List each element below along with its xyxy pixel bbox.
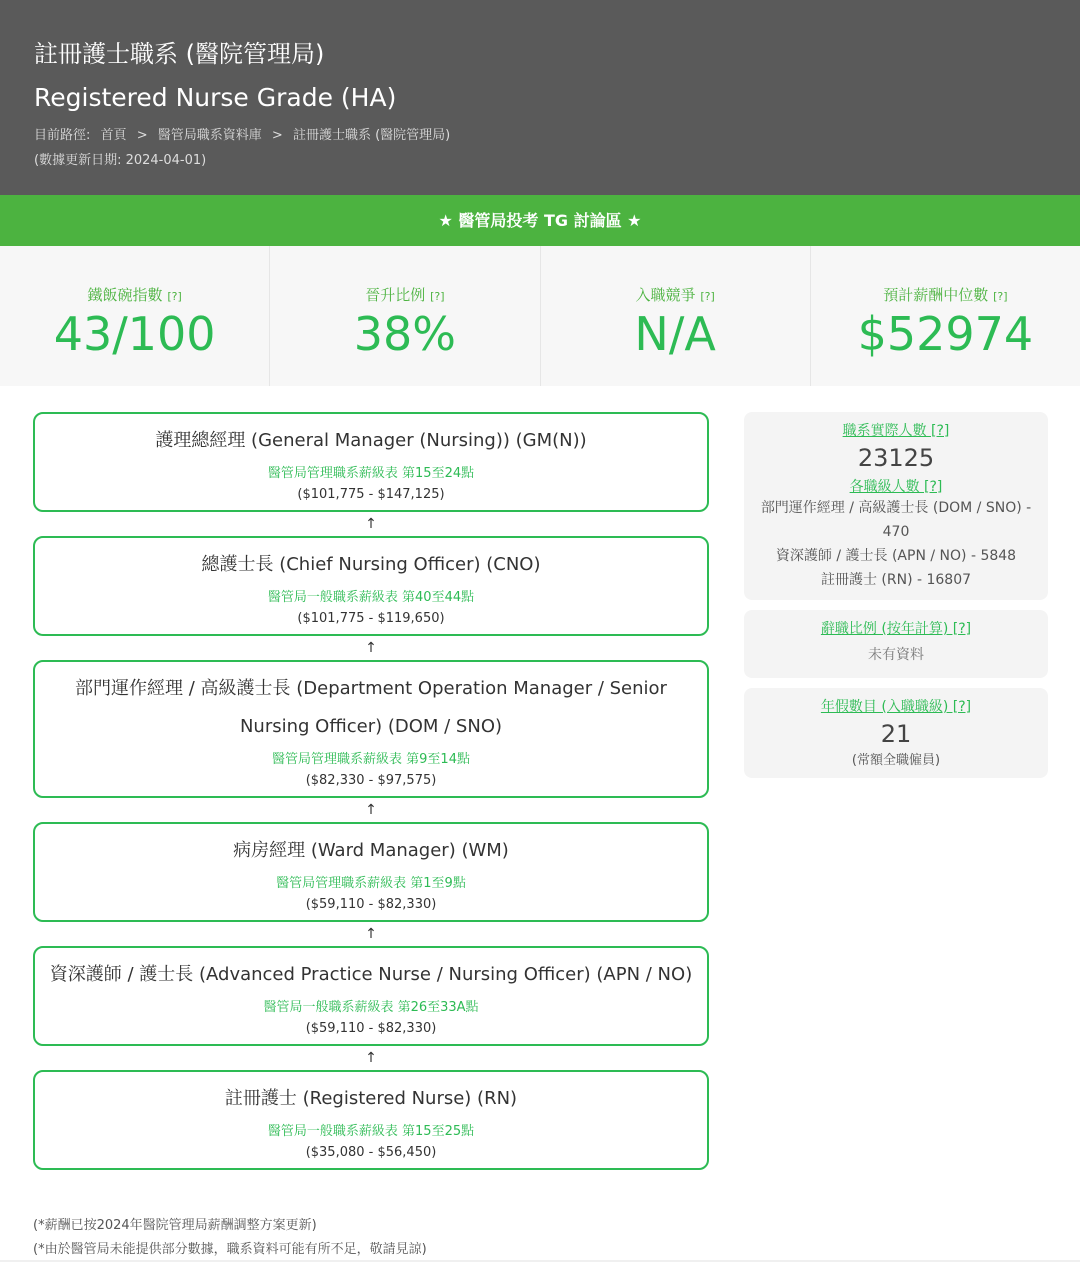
breadcrumb-prefix: 目前路徑: [34,128,91,143]
stat-label [811,284,1080,305]
grade-pay-scale: 醫管局管理職系薪級表 第9至14點 [272,752,470,767]
grade-pay-scale: 醫管局管理職系薪級表 第15至24點 [267,466,475,481]
stat-value: 43/100 [53,307,216,361]
grade-title: 部門運作經理 / 高級護士長 (Department Operation Manager / Senior Nursing Officer) (DOM / SNO) [75,678,667,737]
main-content [0,386,1080,1260]
stat-label [0,284,269,305]
help-icon[interactable]: [?] [993,290,1008,303]
stat-value: N/A [634,307,716,361]
breadcrumb-current: 註冊護士職系 (醫院管理局) [292,128,451,143]
stat-value: $52974 [857,307,1034,361]
breadcrumb-separator: > [271,128,283,143]
grade-title: 病房經理 (Ward Manager) (WM) [233,840,509,861]
stat-label-text: 鐵飯碗指數 [87,286,163,304]
help-icon[interactable]: [?] [167,290,182,303]
page-title-en: Registered Nurse Grade (HA) [34,83,397,112]
up-arrow-icon: ↑ [365,926,377,942]
up-arrow-icon: ↑ [365,802,377,818]
footnote: (*由於醫管局未能提供部分數據，職系資料可能有所不足，敬請見諒) [33,1242,427,1257]
stat-label-text: 預計薪酬中位數 [883,286,989,304]
breadcrumb [34,124,1046,143]
breadcrumb-separator: > [136,128,148,143]
turnover-link[interactable]: 辭職比例 (按年計算) [?] [820,621,972,637]
stat-label [270,284,539,305]
grade-pay-scale: 醫管局一般職系薪級表 第15至25點 [267,1124,475,1139]
rank-count-line: 部門運作經理 / 高級護士長 (DOM / SNO) - 470 [760,500,1032,540]
leave-note: (常額全職僱員) [851,753,941,768]
grade-salary-range: ($35,080 - $56,450) [305,1145,437,1160]
up-arrow-icon: ↑ [365,1050,377,1066]
stat-label [541,284,810,305]
up-arrow-icon: ↑ [365,640,377,656]
grade-card-cno[interactable] [33,536,709,636]
footnote: (*薪酬已按2024年醫院管理局薪酬調整方案更新) [33,1218,317,1233]
update-date: (數據更新日期: 2024-04-01) [34,153,207,168]
grade-pay-scale: 醫管局一般職系薪級表 第40至44點 [267,590,475,605]
up-arrow-icon: ↑ [365,516,377,532]
grade-title: 資深護師 / 護士長 (Advanced Practice Nurse / Nursing Officer) (APN / NO) [49,964,693,985]
rank-headcount-link[interactable]: 各職級人數 [?] [849,479,943,495]
headcount-card [744,412,1048,600]
rank-count-line: 註冊護士 (RN) - 16807 [820,572,972,588]
grade-title: 註冊護士 (Registered Nurse) (RN) [224,1088,518,1109]
footnotes [33,1214,427,1262]
page-title-zh: 註冊護士職系 (醫院管理局) [34,40,325,68]
side-panel [744,412,1048,788]
grade-salary-range: ($59,110 - $82,330) [305,1021,437,1036]
breadcrumb-database[interactable]: 醫管局職系資料庫 [157,128,262,143]
turnover-card [744,610,1048,678]
grade-salary-range: ($59,110 - $82,330) [305,897,437,912]
stat-promotion [270,246,540,386]
turnover-value: 未有資料 [868,647,924,663]
help-icon[interactable]: [?] [430,290,445,303]
breadcrumb-home[interactable]: 首頁 [100,128,127,143]
grade-card-wm[interactable] [33,822,709,922]
stat-stability [0,246,270,386]
grade-pay-scale: 醫管局管理職系薪級表 第1至9點 [276,876,466,891]
headcount-link[interactable]: 職系實際人數 [?] [842,423,950,439]
stat-value: 38% [353,307,456,361]
grade-salary-range: ($101,775 - $147,125) [297,487,445,502]
grade-pay-scale: 醫管局一般職系薪級表 第26至33A點 [263,1000,479,1015]
headcount-value: 23125 [857,444,935,472]
grade-salary-range: ($101,775 - $119,650) [297,611,445,626]
stat-competition [541,246,811,386]
stat-label-text: 入職競爭 [635,286,696,304]
grade-ladder [33,412,709,1170]
grade-card-gmn[interactable] [33,412,709,512]
grade-title: 總護士長 (Chief Nursing Officer) (CNO) [201,554,541,575]
leave-link[interactable]: 年假數目 (入職職級) [?] [820,699,972,715]
grade-card-rn[interactable] [33,1070,709,1170]
grade-salary-range: ($82,330 - $97,575) [305,773,437,788]
grade-card-dom-sno[interactable] [33,660,709,798]
stat-label-text: 晉升比例 [365,286,426,304]
grade-card-apn-no[interactable] [33,946,709,1046]
help-icon[interactable]: [?] [700,290,715,303]
leave-card [744,688,1048,778]
page-header [0,0,1080,195]
leave-value: 21 [880,720,912,748]
stat-median-salary [811,246,1080,386]
stats-bar [0,246,1080,386]
grade-title: 護理總經理 (General Manager (Nursing)) (GM(N)) [155,430,587,451]
rank-count-line: 資深護師 / 護士長 (APN / NO) - 5848 [775,548,1017,564]
forum-banner-link[interactable]: ★ 醫管局投考 TG 討論區 ★ [0,195,1080,246]
